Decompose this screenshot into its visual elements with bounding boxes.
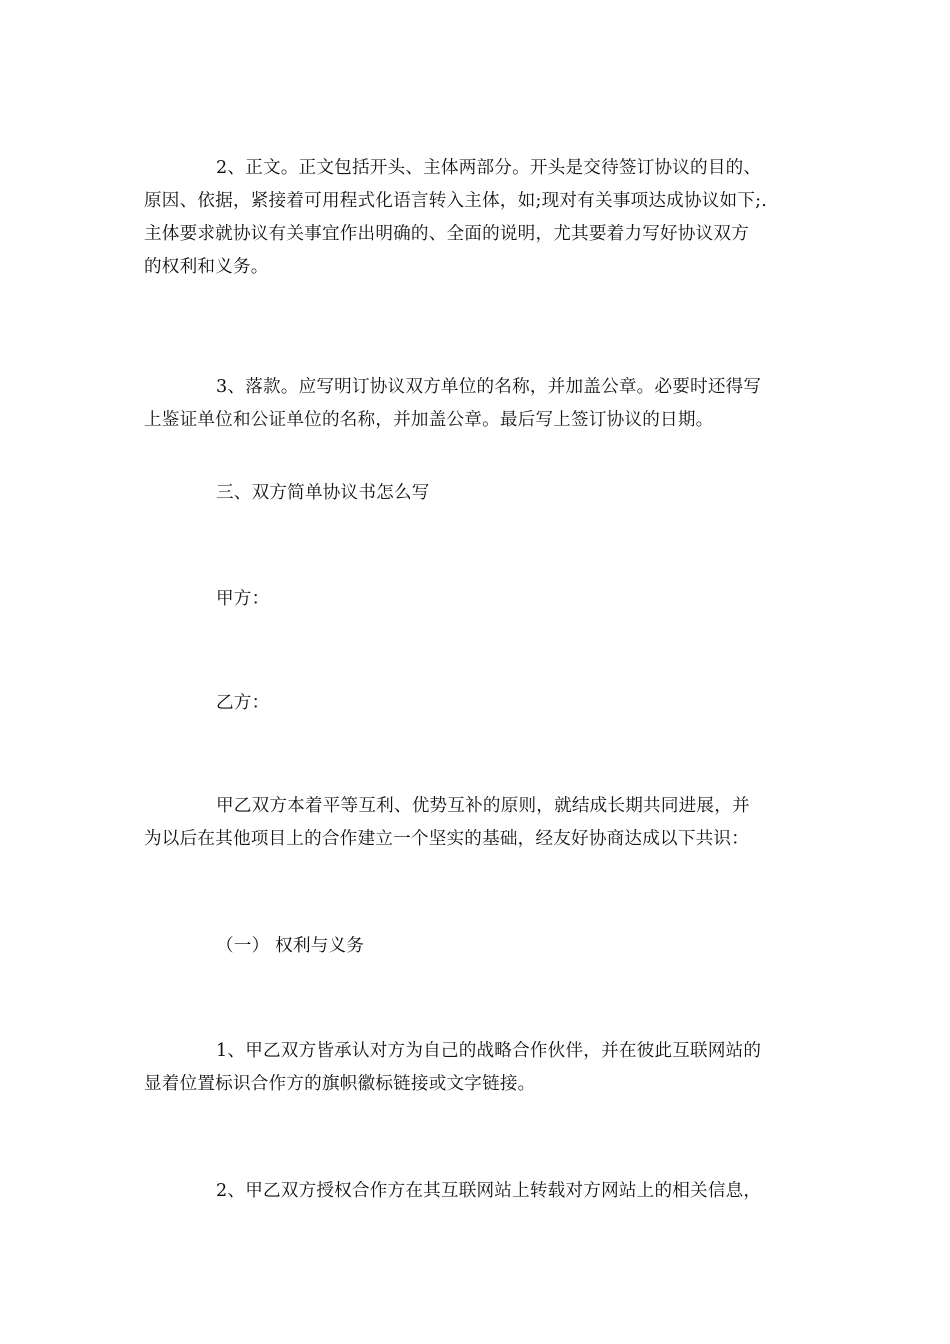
section-heading <box>144 477 810 510</box>
text-line: 2、正文。正文包括开头、主体两部分。开头是交待签订协议的目的、 <box>216 158 762 178</box>
text-line: 3、落款。应写明订协议双方单位的名称，并加盖公章。必要时还得写 <box>216 377 762 397</box>
paragraph-body-section <box>144 152 810 284</box>
subsection-heading <box>144 930 810 963</box>
text-line: 原因、依据，紧接着可用程式化语言转入主体，如;现对有关事项达成协议如下;. <box>144 191 768 211</box>
text-line: 甲乙双方本着平等互利、优势互补的原则，就结成长期共同进展，并 <box>216 796 750 816</box>
text-line: （一） 权利与义务 <box>216 936 365 956</box>
text-line: 主体要求就协议有关事宜作出明确的、全面的说明，尤其要着力写好协议双方 <box>144 224 749 244</box>
text-line: 上鉴证单位和公证单位的名称，并加盖公章。最后写上签订协议的日期。 <box>144 410 714 430</box>
text-line: 乙方： <box>216 693 270 713</box>
text-line: 甲方： <box>216 589 270 609</box>
party-a-label <box>144 583 810 616</box>
text-line: 1、甲乙双方皆承认对方为自己的战略合作伙伴，并在彼此互联网站的 <box>216 1041 762 1061</box>
clause-1 <box>144 1035 810 1101</box>
paragraph-preamble <box>144 790 810 856</box>
text-line: 的权利和义务。 <box>144 257 269 277</box>
text-line: 三、双方简单协议书怎么写 <box>216 483 430 503</box>
text-line: 显着位置标识合作方的旗帜徽标链接或文字链接。 <box>144 1074 536 1094</box>
text-line: 2、甲乙双方授权合作方在其互联网站上转载对方网站上的相关信息， <box>216 1181 762 1201</box>
party-b-label <box>144 687 810 720</box>
text-line: 为以后在其他项目上的合作建立一个坚实的基础，经友好协商达成以下共识： <box>144 829 749 849</box>
clause-2 <box>144 1175 810 1208</box>
paragraph-signature-section <box>144 371 810 437</box>
